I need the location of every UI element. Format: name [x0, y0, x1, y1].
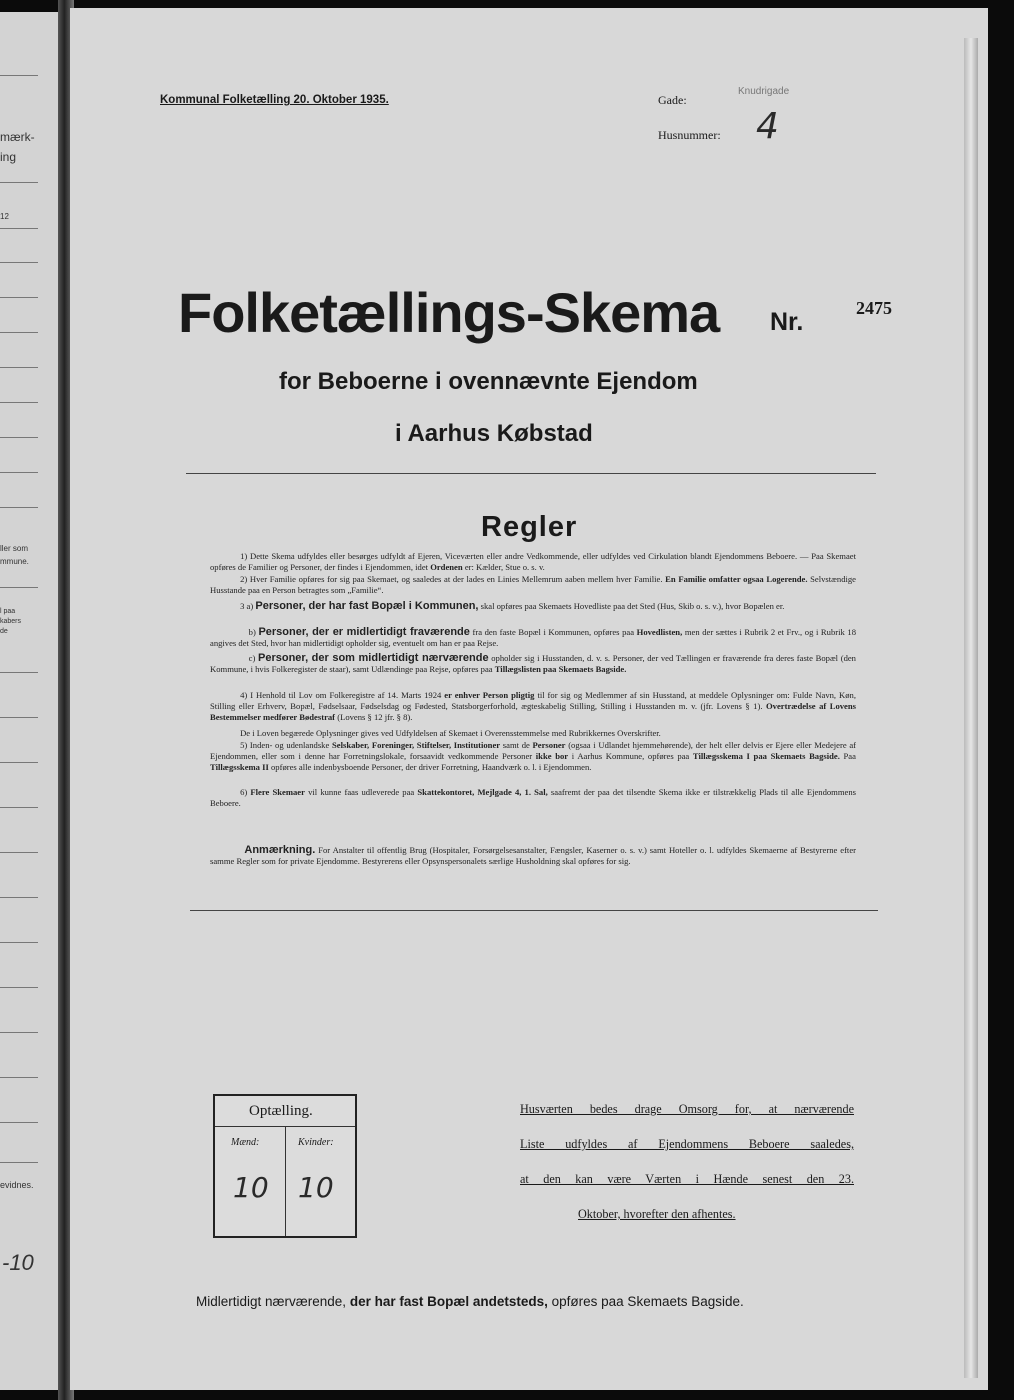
footer-note: Midlertidigt nærværende, der har fast Bopæl andetsteds, opføres paa Skemaets Bagside.: [196, 1294, 744, 1309]
street-value: Knudrigade: [738, 86, 790, 97]
count-box: [213, 1094, 357, 1238]
rules-heading: Regler: [481, 511, 578, 543]
left-fragment-text: mærk-: [0, 130, 35, 144]
left-rule: [0, 1162, 38, 1163]
rule-3c: c) Personer, der som midlertidigt nærværende opholder sig i Husstanden, d. v. s. Personer, der ved Tællingen er fraværende fra deres faste Bopæl (den Kommune, i hvis Folkeregister de staar), samt Udlændinge paa Rejse, opføres paa Tillægslisten paa Skemaets Bagside.: [210, 652, 856, 675]
rule-4b: De i Loven begærede Oplysninger gives ved Udfyldelsen af Skemaet i Overensstemmelse med Rubrikkernes Overskrifter.: [240, 728, 661, 738]
left-rule: [0, 942, 38, 943]
left-fragment-text: evidnes.: [0, 1180, 34, 1190]
count-men-value: 10: [233, 1171, 269, 1204]
form-subtitle-2: i Aarhus Købstad: [395, 420, 593, 447]
street-label: Gade:: [658, 93, 687, 107]
count-women-value: 10: [298, 1171, 334, 1204]
form-main-title: Folketællings-Skema: [178, 281, 720, 344]
count-women-column: [286, 1127, 356, 1236]
left-rule: [0, 852, 38, 853]
count-men-column: [215, 1127, 285, 1236]
note-paragraph: Anmærkning. For Anstalter til offentlig Brug (Hospitaler, Forsørgelsesanstalter, Fængsler, Kaserner o. s. v.) samt Hoteller o. l. udfyldes Skemaerne af Bestyrerne efter samme Regler som for private Ejendomme. Bestyrerens eller Opsynspersonalets særlige Husholdning skal opføres for sig.: [210, 844, 856, 867]
left-rule: [0, 437, 38, 438]
left-fragment-text: 12: [0, 212, 9, 221]
left-rule: [0, 672, 38, 673]
title-divider: [186, 473, 876, 474]
left-rule: [0, 75, 38, 76]
left-rule: [0, 402, 38, 403]
left-fragment-text: ing: [0, 150, 17, 164]
left-rule: [0, 182, 38, 183]
left-rule: [0, 228, 38, 229]
left-fragment-handwriting: -10: [2, 1250, 34, 1275]
count-box-header: [215, 1096, 355, 1127]
left-rule: [0, 262, 38, 263]
left-page-fragment: [0, 12, 60, 1390]
left-fragment-text: de: [0, 628, 8, 635]
page-edge: [964, 38, 978, 1378]
house-number-value: 4: [756, 106, 779, 147]
notice-line-1: Husværten bedes drage Omsorg for, at nærværende: [520, 1102, 854, 1116]
count-men-label: Mænd:: [231, 1137, 260, 1148]
left-rule: [0, 807, 38, 808]
left-rule: [0, 717, 38, 718]
rule-6: 6) Flere Skemaer vil kunne faas udleverede paa Skattekontoret, Mejlgade 4, 1. Sal, saafremt der paa det tilsendte Skema ikke er tilstrækkelig Plads til alle Ejendommens Beboere.: [210, 787, 857, 809]
form-number: 2475: [856, 298, 892, 318]
rule-2: 2) Hver Familie opføres for sig paa Skemaet, og saaledes at der lades en Linies Mellemrum aaben mellem hver Familie. En Familie omfatter ogsaa Logerende. Selvstændige Husstande paa en Person betragtes som „Familie“.: [210, 574, 856, 596]
left-rule: [0, 987, 38, 988]
left-rule: [0, 1122, 38, 1123]
house-number-label: Husnummer:: [658, 128, 721, 142]
rule-1: 1) Dette Skema udfyldes eller besørges udfyldt af Ejeren, Viceværten eller andre Vedkommende, eller udfyldes ved Cirkulation blandt Ejendommens Beboere. — Paa Skemaet opføres de Familier og Personer, der findes i Ejendommen, idet Ordenen er: Kælder, Stue o. s. v.: [210, 551, 856, 573]
rule-3a: 3 a) Personer, der har fast Bopæl i Kommunen, skal opføres paa Skemaets Hovedliste paa det Sted (Hus, Skib o. s. v.), hvor Bopælen er.: [240, 600, 785, 612]
left-rule: [0, 897, 38, 898]
rule-4: 4) I Henhold til Lov om Folkeregistre af 14. Marts 1924 er enhver Person pligtig til for sig og Medlemmer af sin Husstand, at meddele Oplysninger om: Fulde Navn, Køn, Stilling eller Erhverv, Bopæl, Fødselsaar, Fødselsdag og Fødested, Statsborgerforhold, ægteskabelig Stilling, Stilling i Husstanden m. v. (jfr. Lovens § 1). Overtrædelse af Lovens Bestemmelser medfører Bødestraf (Lovens § 12 jfr. § 8).: [210, 690, 856, 723]
left-rule: [0, 472, 38, 473]
census-title: Kommunal Folketælling 20. Oktober 1935.: [160, 94, 389, 106]
left-rule: [0, 297, 38, 298]
left-fragment-text: ller som: [0, 544, 29, 553]
rules-divider: [190, 910, 878, 911]
note-label: Anmærkning.: [244, 844, 316, 856]
rule-5: 5) Inden- og udenlandske Selskaber, Foreninger, Stiftelser, Institutioner samt de Personer (ogsaa i Udlandet hjemmehørende), der helt eller delvis er Ejere eller Medejere af Ejendommen, eller som i denne har Forretningslokale, forsaavidt vedkommende Personer ikke bor i Aarhus Kommune, opføres paa Tillægsskema I paa Skemaets Bagside. Paa Tillægsskema II opføres alle indenbysboende Personer, der driver Forretning, Haandværk o. l. i Ejendommen.: [210, 740, 857, 773]
form-subtitle-1: for Beboerne i ovennævnte Ejendom: [279, 368, 698, 395]
notice-line-4: Oktober, hvorefter den afhentes.: [578, 1207, 736, 1221]
left-fragment-text: kabers: [0, 618, 22, 625]
left-fragment-text: l paa: [0, 608, 16, 615]
left-fragment-text: mmune.: [0, 557, 29, 566]
left-rule: [0, 332, 38, 333]
left-rule: [0, 507, 38, 508]
left-rule: [0, 762, 38, 763]
rule-3b: b) Personer, der er midlertidigt fraværende fra den faste Bopæl i Kommunen, opføres paa Hovedlisten, men der sættes i Rubrik 2 et Frv., og i Rubrik 18 angives det Sted, hvor han midlertidigt opholder sig, eventuelt om han er paa Rejse.: [210, 626, 856, 649]
left-rule: [0, 367, 38, 368]
form-nr-label: Nr.: [770, 308, 804, 336]
left-rule: [0, 1077, 38, 1078]
notice-line-2: Liste udfyldes af Ejendommens Beboere saaledes,: [520, 1137, 854, 1151]
left-rule: [0, 587, 38, 588]
left-rule: [0, 1032, 38, 1033]
count-box-title: Optælling.: [249, 1103, 313, 1119]
count-women-label: Kvinder:: [298, 1137, 334, 1148]
notice-line-3: at den kan være Værten i Hænde senest den 23.: [520, 1172, 854, 1186]
